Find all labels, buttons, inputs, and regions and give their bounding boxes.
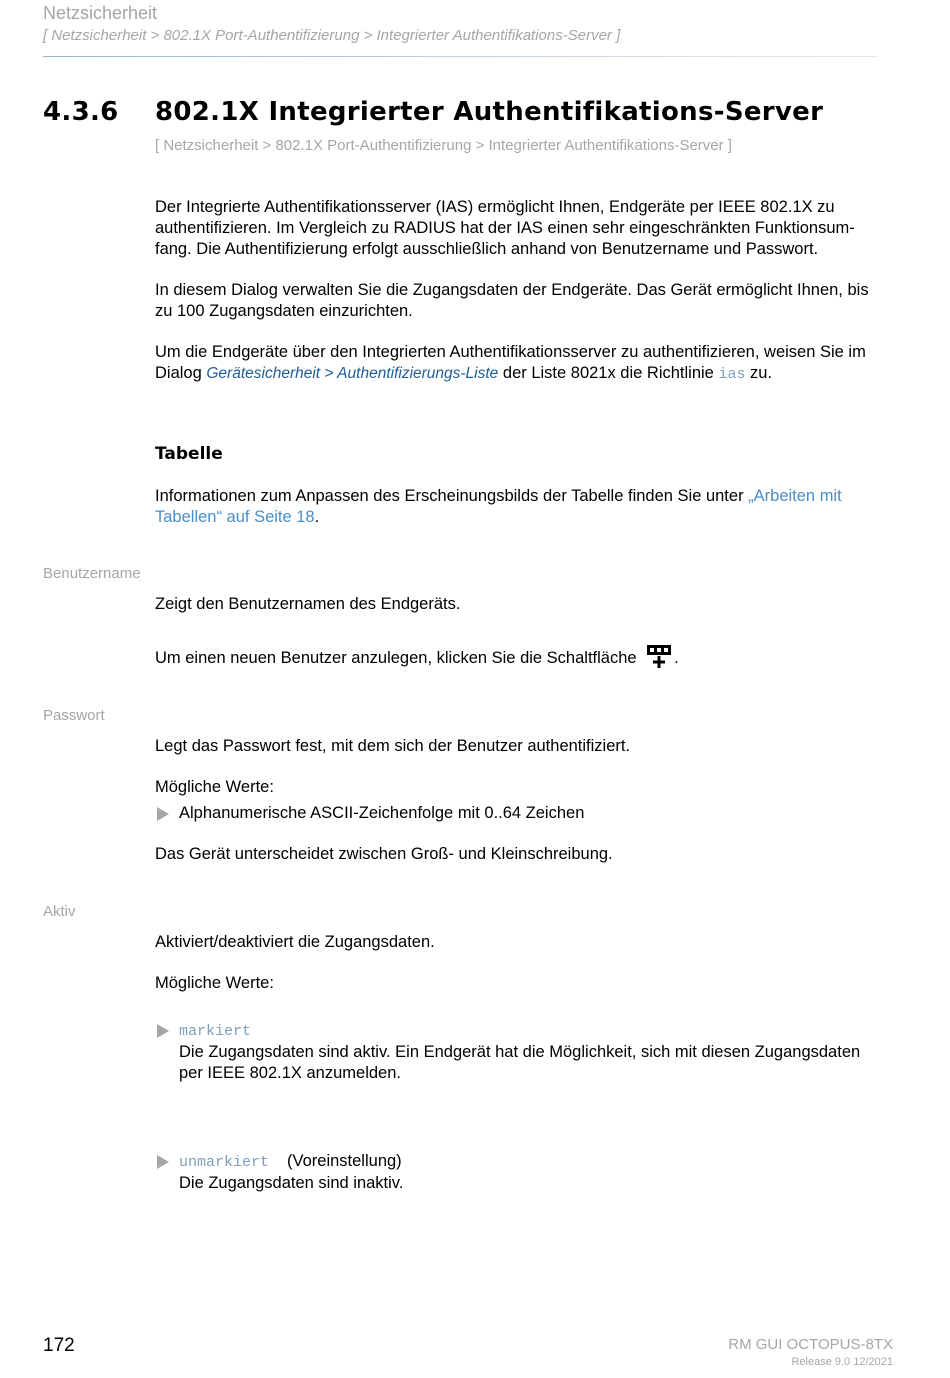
table-subheading: Tabelle (155, 444, 223, 464)
tables-reference-link-cont[interactable]: Tabellen“ auf Seite 18 (155, 508, 315, 526)
table-info-post: . (314, 508, 320, 526)
field-label-aktiv: Aktiv (43, 903, 76, 920)
add-table-row-icon (644, 643, 674, 675)
intro-p2-line2: zu 100 Zugangsdaten einzurichten. (155, 302, 413, 320)
benutzername-hint-end: . (674, 649, 679, 667)
passwort-note: Das Gerät unterscheidet zwischen Groß- und Kleinschreibung. (155, 845, 613, 863)
aktiv-option-unmarkiert (155, 1151, 919, 1194)
passwort-value-item (155, 803, 919, 824)
page-number: 172 (43, 1335, 75, 1356)
field-label-benutzername: Benutzername (43, 565, 141, 582)
section-number: 4.3.6 (43, 97, 119, 127)
table-info-paragraph (155, 486, 895, 528)
policy-code: ias (718, 366, 746, 383)
bullet-triangle-icon (157, 807, 169, 821)
passwort-values-label: Mögliche Werte: (155, 778, 274, 796)
passwort-value-text: Alphanumerische ASCII-Zeichenfolge mit 0..64 Zeichen (179, 804, 585, 822)
section-breadcrumb: [ Netzsicherheit > 802.1X Port-Authentifizierung > Integrierter Authentifikations-Server ] (155, 137, 732, 154)
passwort-desc: Legt das Passwort fest, mit dem sich der Benutzer authentifiziert. (155, 737, 631, 755)
intro-p1-line3: fang. Die Authentifizierung erfolgt ausschließlich anhand von Benutzername und Passwort. (155, 240, 819, 258)
footer-release: Release 9.0 12/2021 (791, 1356, 893, 1368)
intro-p3-post: zu. (745, 364, 773, 382)
intro-paragraph-3 (155, 342, 895, 385)
intro-p1-line2: authentifizieren. Im Vergleich zu RADIUS hat der IAS einen sehr eingeschränkten Funktionsum- (155, 219, 855, 237)
intro-p1-line1: Der Integrierte Authentifikationsserver (IAS) ermöglicht Ihnen, Endgeräte per IEEE 802.1X zu (155, 198, 835, 216)
aktiv-values-label: Mögliche Werte: (155, 974, 274, 992)
header-divider (43, 56, 878, 57)
footer-product: RM GUI OCTOPUS-8TX (728, 1336, 893, 1353)
benutzername-desc: Zeigt den Benutzernamen des Endgeräts. (155, 595, 461, 613)
option-desc-unmarkiert: Die Zugangsdaten sind inaktiv. (179, 1174, 404, 1192)
intro-paragraph-1 (155, 197, 895, 260)
table-info-line1 (155, 486, 895, 507)
field-label-passwort: Passwort (43, 707, 105, 724)
option-desc-markiert-line1: Die Zugangsdaten sind aktiv. Ein Endgerät hat die Möglichkeit, sich mit diesen Zugangsdaten (179, 1043, 861, 1061)
benutzername-hint-text: Um einen neuen Benutzer anzulegen, klicken Sie die Schaltfläche (155, 649, 637, 667)
intro-p3-line2 (155, 363, 895, 385)
table-info-pre: Informationen zum Anpassen des Erscheinungsbilds der Tabelle finden Sie unter (155, 487, 749, 505)
intro-paragraph-2 (155, 280, 895, 322)
option-default-note: (Voreinstellung) (287, 1152, 402, 1170)
option-code-unmarkiert: unmarkiert (179, 1154, 270, 1171)
table-info-line2 (155, 507, 895, 528)
benutzername-hint (155, 643, 895, 675)
intro-p3-line1: Um die Endgeräte über den Integrierten Authentifikationsserver zu authentifizieren, weisen Sie im (155, 343, 866, 361)
running-header-chapter: Netzsicherheit (43, 3, 158, 23)
intro-p3-mid: der Liste 8021x die Richtlinie (498, 364, 719, 382)
aktiv-desc: Aktiviert/deaktiviert die Zugangsdaten. (155, 933, 435, 951)
option-desc-markiert-line2: per IEEE 802.1X anzumelden. (179, 1064, 401, 1082)
dialog-link[interactable]: Gerätesicherheit > Authentifizierungs-Liste (206, 365, 499, 382)
tables-reference-link[interactable]: „Arbeiten mit (748, 487, 842, 505)
section-title: 802.1X Integrierter Authentifikations-Server (155, 97, 824, 127)
running-header-breadcrumb: [ Netzsicherheit > 802.1X Port-Authentifizierung > Integrierter Authentifikations-Server ] (43, 27, 621, 44)
aktiv-option-markiert (155, 1020, 919, 1084)
intro-p3-pre: Dialog (155, 364, 207, 382)
bullet-triangle-icon (157, 1155, 169, 1169)
bullet-triangle-icon (157, 1024, 169, 1038)
option-code-markiert: markiert (179, 1023, 252, 1040)
intro-p2-line1: In diesem Dialog verwalten Sie die Zugangsdaten der Endgeräte. Das Gerät ermöglicht Ihnen, bis (155, 281, 869, 299)
